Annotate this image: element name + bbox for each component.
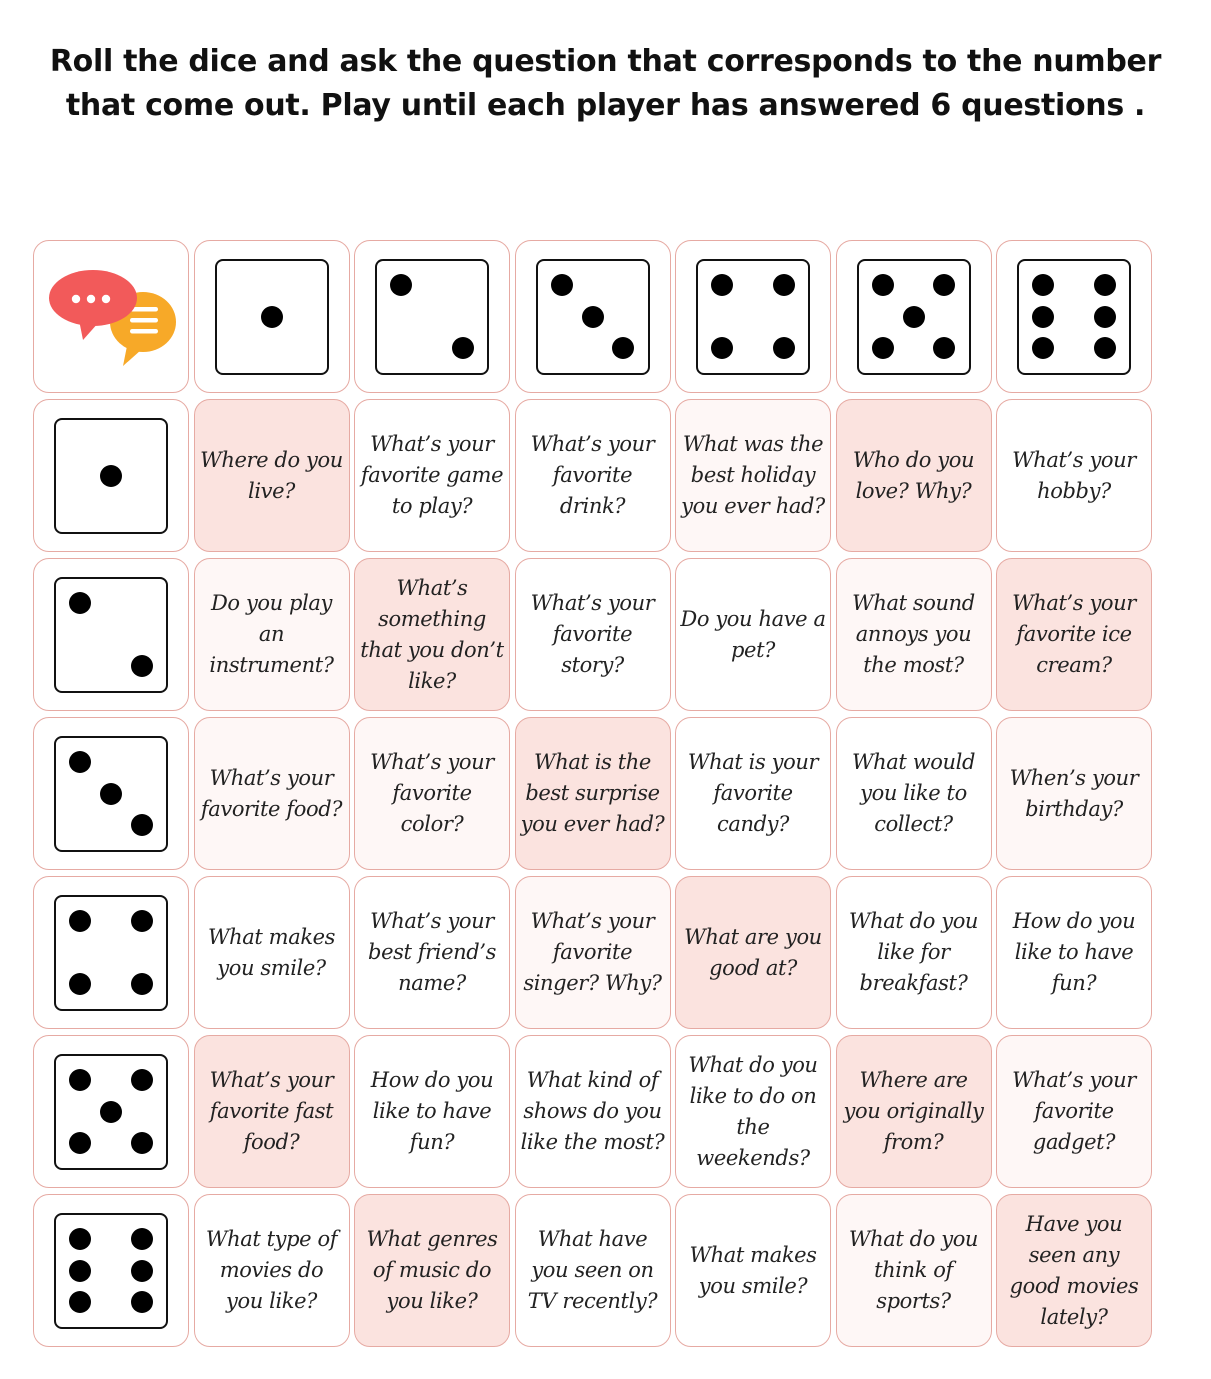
row-header-die-3	[33, 717, 189, 870]
die-pip	[773, 274, 795, 296]
corner-cell	[33, 240, 189, 393]
die-pip	[1032, 306, 1054, 328]
die-face-4-icon	[696, 259, 810, 375]
question-text: What sound annoys you the most?	[852, 591, 975, 677]
question-text: Who do you love? Why?	[852, 447, 975, 503]
die-face-1-icon	[54, 418, 168, 534]
question-text: What’s your favorite drink?	[530, 432, 655, 518]
question-text: How do you like to have fun?	[370, 1068, 494, 1154]
question-cell	[194, 876, 350, 1029]
row-header-die-4	[33, 876, 189, 1029]
question-text: Where are you originally from?	[843, 1068, 984, 1154]
question-cell	[675, 1194, 831, 1347]
question-cell	[996, 399, 1152, 552]
question-cell	[515, 558, 671, 711]
die-pip	[69, 1260, 91, 1282]
question-text: What’s your favorite gadget?	[1012, 1068, 1136, 1154]
question-cell	[194, 399, 350, 552]
question-cell	[836, 717, 992, 870]
column-header-die-3	[515, 240, 671, 393]
question-text: What’s your best friend’s name?	[368, 909, 496, 995]
die-pip	[131, 910, 153, 932]
die-face-1-icon	[215, 259, 329, 375]
die-pip	[131, 1069, 153, 1091]
die-pip	[933, 337, 955, 359]
die-pip	[711, 274, 733, 296]
question-text: What’s your favorite game to play?	[360, 432, 504, 518]
question-cell	[836, 1194, 992, 1347]
question-text: Have you seen any good movies lately?	[1009, 1211, 1139, 1329]
die-pip	[131, 1132, 153, 1154]
question-text: When’s your birthday?	[1009, 765, 1139, 821]
question-text: What’s your hobby?	[1012, 447, 1136, 503]
column-header-die-2	[354, 240, 510, 393]
question-cell	[836, 876, 992, 1029]
question-text: What type of movies do you like?	[205, 1227, 338, 1313]
question-text: Do you play an instrument?	[209, 591, 334, 677]
die-pip	[551, 274, 573, 296]
column-header-die-6	[996, 240, 1152, 393]
question-text: What genres of music do you like?	[366, 1227, 498, 1313]
question-cell	[996, 717, 1152, 870]
die-pip	[131, 655, 153, 677]
die-pip	[69, 1228, 91, 1250]
row-header-die-6	[33, 1194, 189, 1347]
die-pip	[131, 814, 153, 836]
question-text: How do you like to have fun?	[1012, 909, 1136, 995]
die-pip	[711, 337, 733, 359]
question-text: What do you like to do on the weekends?	[688, 1052, 818, 1170]
question-text: What are you good at?	[684, 924, 822, 980]
question-cell	[515, 1194, 671, 1347]
question-cell	[515, 876, 671, 1029]
die-face-5-icon	[54, 1054, 168, 1170]
die-face-2-icon	[54, 577, 168, 693]
question-cell	[354, 1194, 510, 1347]
question-cell	[675, 558, 831, 711]
die-face-3-icon	[54, 736, 168, 852]
die-pip	[69, 1132, 91, 1154]
question-cell	[996, 1194, 1152, 1347]
die-face-2-icon	[375, 259, 489, 375]
question-cell	[836, 399, 992, 552]
column-header-die-4	[675, 240, 831, 393]
question-board	[33, 240, 1152, 1347]
die-face-6-icon	[1017, 259, 1131, 375]
row-header-die-2	[33, 558, 189, 711]
question-cell	[194, 1194, 350, 1347]
question-cell	[354, 1035, 510, 1188]
question-text: What’s your favorite color?	[370, 750, 494, 836]
question-cell	[675, 1035, 831, 1188]
instructions	[0, 40, 1211, 128]
die-pip	[261, 306, 283, 328]
die-pip	[612, 337, 634, 359]
question-text: What’s your favorite fast food?	[209, 1068, 334, 1154]
question-cell	[675, 399, 831, 552]
question-text: What makes you smile?	[207, 924, 336, 980]
question-text: What do you think of sports?	[848, 1227, 979, 1313]
die-face-4-icon	[54, 895, 168, 1011]
question-text: Where do you live?	[200, 447, 343, 503]
question-cell	[996, 1035, 1152, 1188]
question-cell	[194, 558, 350, 711]
question-text: What’s something that you don’t like?	[360, 575, 504, 693]
column-header-die-1	[194, 240, 350, 393]
die-face-5-icon	[857, 259, 971, 375]
question-text: What was the best holiday you ever had?	[681, 432, 825, 518]
chat-bubbles-icon	[41, 262, 181, 372]
question-cell	[194, 1035, 350, 1188]
question-text: What’s your favorite ice cream?	[1012, 591, 1136, 677]
die-pip	[1032, 274, 1054, 296]
question-text: What is your favorite candy?	[687, 750, 819, 836]
die-pip	[1032, 337, 1054, 359]
row-header-die-5	[33, 1035, 189, 1188]
question-cell	[354, 399, 510, 552]
question-cell	[515, 1035, 671, 1188]
die-pip	[131, 1291, 153, 1313]
question-cell	[996, 876, 1152, 1029]
question-cell	[354, 717, 510, 870]
die-pip	[100, 465, 122, 487]
question-text: What makes you smile?	[689, 1242, 817, 1298]
row-header-die-1	[33, 399, 189, 552]
question-text: What kind of shows do you like the most?	[520, 1068, 665, 1154]
question-cell	[675, 876, 831, 1029]
die-face-6-icon	[54, 1213, 168, 1329]
question-text: Do you have a pet?	[680, 606, 826, 662]
die-pip	[131, 973, 153, 995]
die-pip	[903, 306, 925, 328]
die-face-3-icon	[536, 259, 650, 375]
question-cell	[836, 558, 992, 711]
die-pip	[69, 592, 91, 614]
die-pip	[131, 1260, 153, 1282]
die-pip	[69, 751, 91, 773]
question-cell	[194, 717, 350, 870]
question-cell	[996, 558, 1152, 711]
question-text: What is the best surprise you ever had?	[520, 750, 665, 836]
die-pip	[773, 337, 795, 359]
die-pip	[69, 973, 91, 995]
die-pip	[933, 274, 955, 296]
question-cell	[354, 876, 510, 1029]
question-text: What have you seen on TV recently?	[527, 1227, 658, 1313]
die-pip	[100, 1101, 122, 1123]
die-pip	[872, 274, 894, 296]
die-pip	[100, 783, 122, 805]
question-text: What do you like for breakfast?	[848, 909, 979, 995]
question-text: What’s your favorite food?	[200, 765, 343, 821]
question-cell	[354, 558, 510, 711]
instructions-line-2: that come out. Play until each player has answered 6 questions .	[65, 88, 1146, 123]
die-pip	[1094, 274, 1116, 296]
die-pip	[1094, 306, 1116, 328]
die-pip	[1094, 337, 1116, 359]
die-pip	[131, 1228, 153, 1250]
question-cell	[515, 399, 671, 552]
die-pip	[69, 1069, 91, 1091]
question-cell	[515, 717, 671, 870]
die-pip	[452, 337, 474, 359]
question-cell	[675, 717, 831, 870]
die-pip	[69, 910, 91, 932]
question-text: What would you like to collect?	[851, 750, 976, 836]
question-cell	[836, 1035, 992, 1188]
die-pip	[390, 274, 412, 296]
column-header-die-5	[836, 240, 992, 393]
question-text: What’s your favorite story?	[530, 591, 655, 677]
question-text: What’s your favorite singer? Why?	[523, 909, 662, 995]
die-pip	[69, 1291, 91, 1313]
die-pip	[582, 306, 604, 328]
die-pip	[872, 337, 894, 359]
instructions-line-1: Roll the dice and ask the question that corresponds to the number	[49, 44, 1162, 79]
